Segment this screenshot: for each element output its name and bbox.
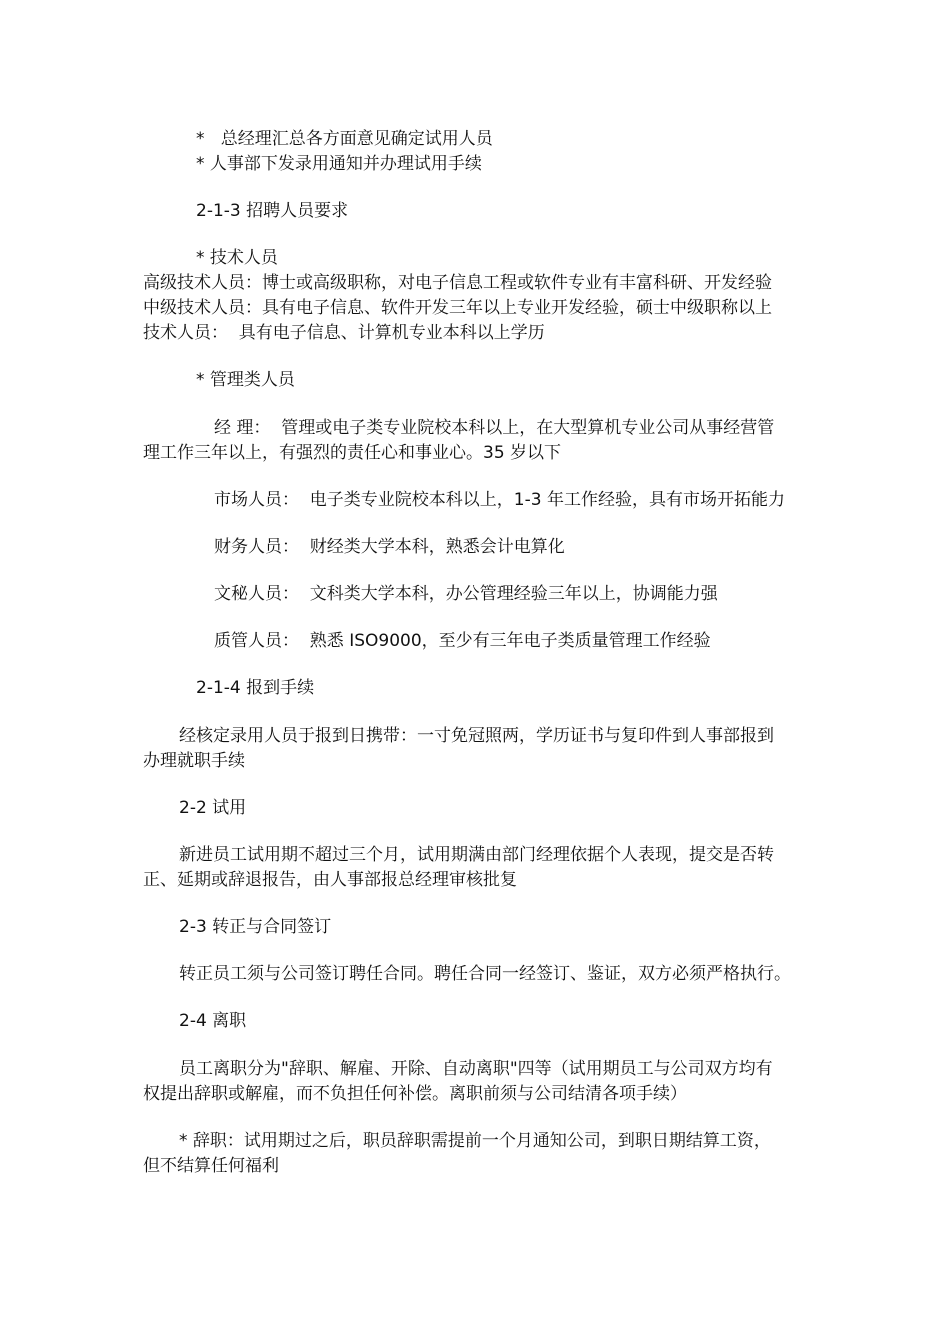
section-heading-2-1-4: 2-1-4 报到手续 — [196, 678, 315, 698]
section-heading-2-1-3: 2-1-3 招聘人员要求 — [196, 201, 349, 221]
text-line-final-decision: * 总经理汇总各方面意见确定试用人员 — [196, 129, 493, 149]
text-line-contract: 转正员工须与公司签订聘任合同。聘任合同一经签订、鉴证，双方必须严格执行。 — [179, 964, 791, 984]
text-line-manager-cont: 理工作三年以上，有强烈的责任心和事业心。35 岁以下 — [143, 443, 562, 463]
text-line-issue-notice: * 人事部下发录用通知并办理试用手续 — [196, 154, 482, 174]
text-line-report-duty: 经核定录用人员于报到日携带：一寸免冠照两，学历证书与复印件到人事部报到 — [179, 726, 774, 746]
text-line-quit-cont: 但不结算任何福利 — [143, 1156, 279, 1176]
text-line-finance: 财务人员： 财经类大学本科，熟悉会计电算化 — [214, 537, 565, 557]
text-line-quit: * 辞职：试用期过之后，职员辞职需提前一个月通知公司，到职日期结算工资， — [179, 1131, 771, 1151]
text-line-quality: 质管人员： 熟悉 ISO9000，至少有三年电子类质量管理工作经验 — [214, 631, 711, 651]
subheading-technical-staff: * 技术人员 — [196, 248, 278, 268]
text-line-senior-tech: 高级技术人员：博士或高级职称，对电子信息工程或软件专业有丰富科研、开发经验 — [143, 273, 772, 293]
text-line-tech: 技术人员： 具有电子信息、计算机专业本科以上学历 — [143, 323, 545, 343]
text-line-report-duty-cont: 办理就职手续 — [143, 751, 245, 771]
text-line-marketing: 市场人员： 电子类专业院校本科以上，1-3 年工作经验，具有市场开拓能力 — [214, 490, 785, 510]
text-line-secretary: 文秘人员： 文科类大学本科，办公管理经验三年以上，协调能力强 — [214, 584, 718, 604]
text-line-resignation: 员工离职分为"辞职、解雇、开除、自动离职"四等（试用期员工与公司双方均有 — [179, 1059, 773, 1079]
text-line-probation-cont: 正、延期或辞退报告，由人事部报总经理审核批复 — [143, 870, 517, 890]
text-line-resignation-cont: 权提出辞职或解雇，而不负担任何补偿。离职前须与公司结清各项手续） — [143, 1084, 687, 1104]
section-heading-2-4: 2-4 离职 — [179, 1011, 247, 1031]
text-line-probation: 新进员工试用期不超过三个月，试用期满由部门经理依据个人表现，提交是否转 — [179, 845, 774, 865]
section-heading-2-2: 2-2 试用 — [179, 798, 247, 818]
text-line-manager: 经 理： 管理或电子类专业院校本科以上，在大型算机专业公司从事经营管 — [214, 418, 775, 438]
section-heading-2-3: 2-3 转正与合同签订 — [179, 917, 332, 937]
text-line-mid-tech: 中级技术人员：具有电子信息、软件开发三年以上专业开发经验，硕士中级职称以上 — [143, 298, 772, 318]
subheading-management-staff: * 管理类人员 — [196, 370, 295, 390]
